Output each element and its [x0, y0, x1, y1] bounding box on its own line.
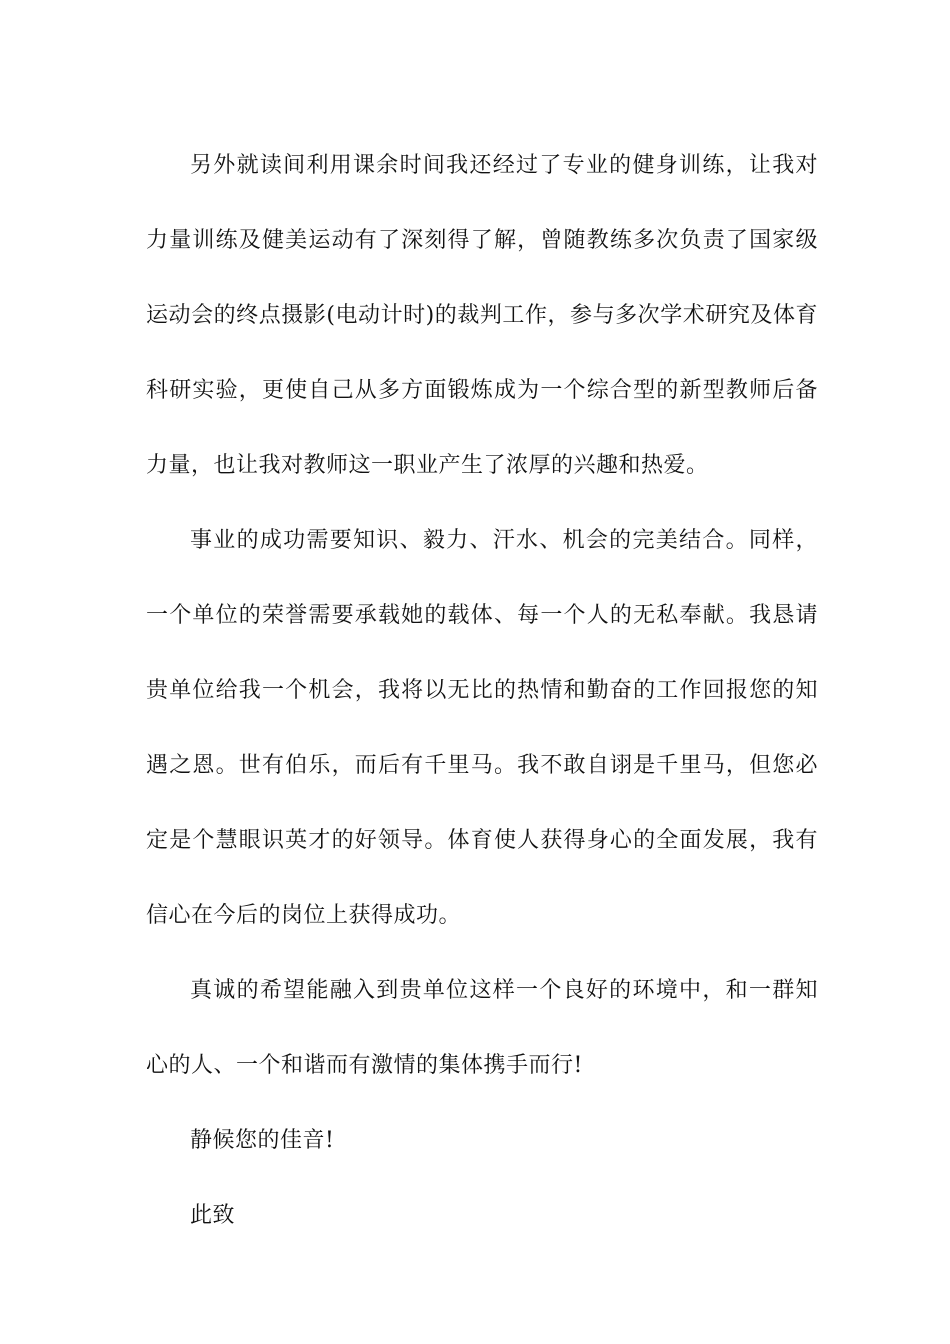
paragraph-hope: 真诚的希望能融入到贵单位这样一个良好的环境中，和一群知心的人、一个和谐而有激情的集体携手而行! [146, 978, 818, 1078]
letter-body [146, 128, 818, 1253]
paragraph-awaiting: 静候您的佳音! [190, 1128, 335, 1153]
paragraph-career: 事业的成功需要知识、毅力、汗水、机会的完美结合。同样，一个单位的荣誉需要承载她的载体、每一个人的无私奉献。我恳请贵单位给我一个机会，我将以无比的热情和勤奋的工作回报您的知遇之恩。世有伯乐，而后有千里马。我不敢自诩是千里马，但您必定是个慧眼识英才的好领导。体育使人获得身心的全面发展，我有信心在今后的岗位上获得成功。 [146, 528, 818, 928]
paragraph-training: 另外就读间利用课余时间我还经过了专业的健身训练，让我对力量训练及健美运动有了深刻得了解，曾随教练多次负责了国家级运动会的终点摄影(电动计时)的裁判工作，参与多次学术研究及体育科研实验，更使自己从多方面锻炼成为一个综合型的新型教师后备力量，也让我对教师这一职业产生了浓厚的兴趣和热爱。 [146, 153, 818, 478]
paragraph-salutation: 此致 [190, 1203, 236, 1228]
